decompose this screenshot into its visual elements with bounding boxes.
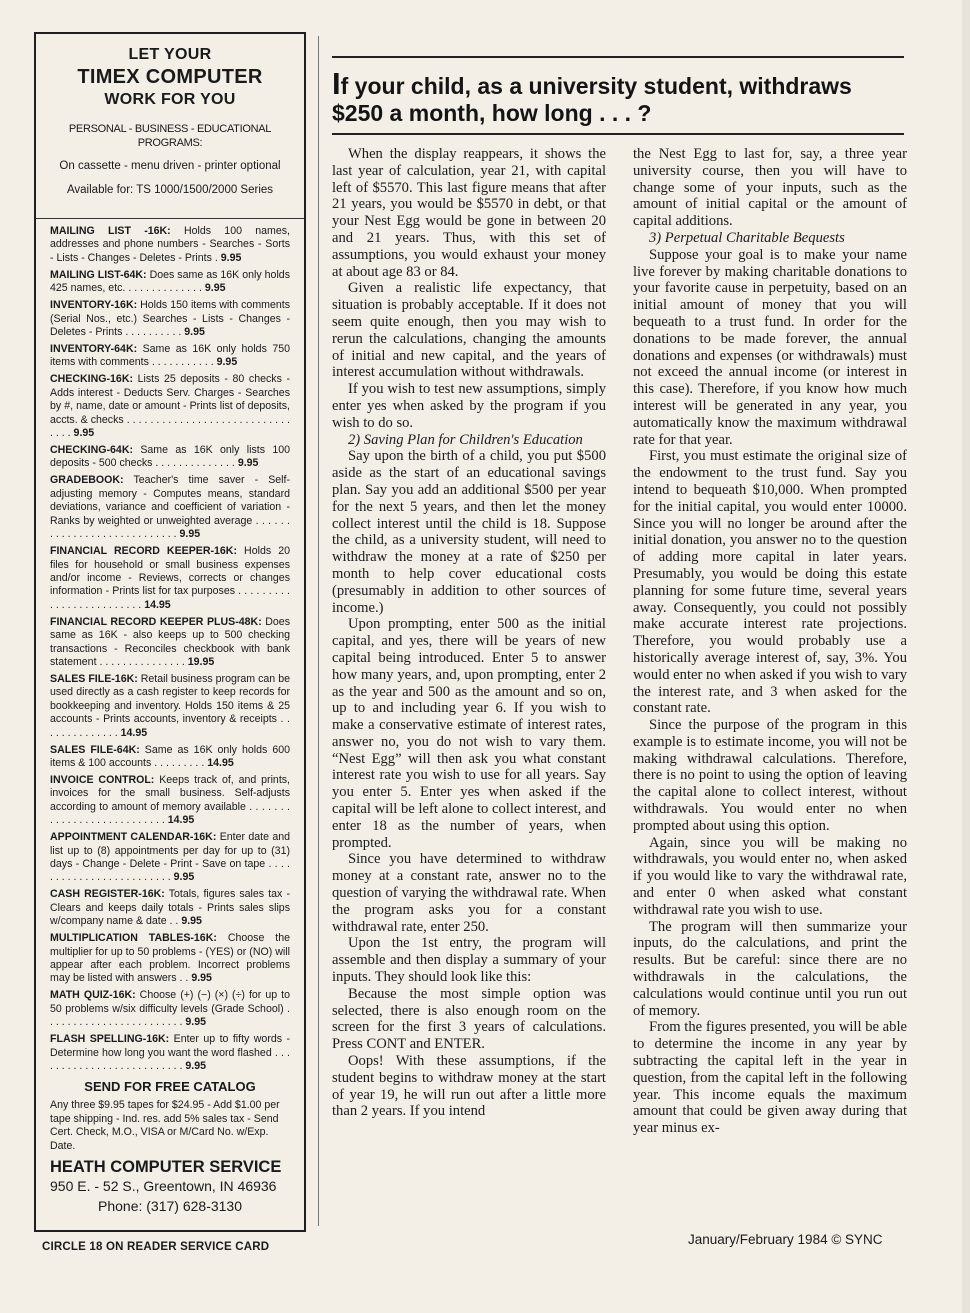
headline-initial: I	[332, 66, 341, 101]
article-paragraph: Suppose your goal is to make your name live forever by making charitable donations to your favorite cause in perpetuity, based on an initial amount of money that you will bequeath to a trust fund. In order for the donations to be made forever, the annual donations and expenses (or withdrawals) must not exceed the annual income (or interest in this case). Therefore, if you know how much interest will be generated in any year, you automatically know the maximum withdrawal rate for that year.	[633, 246, 907, 448]
ad-product-name: CHECKING-16K:	[50, 373, 133, 386]
ad-product-item	[50, 269, 290, 296]
ad-product-name: FLASH SPELLING-16K:	[50, 1033, 170, 1046]
ad-product-name: INVENTORY-16K:	[50, 299, 138, 312]
ad-product-price: 9.95	[181, 915, 202, 928]
page-edge	[962, 0, 970, 1313]
ad-product-name: INVOICE CONTROL:	[50, 773, 155, 786]
ad-product-desc: Does same as 16K - also keeps up to 500 checking transactions - Reconciles checkbook with bank statement . . . . . . . . . . . . . . .	[50, 615, 290, 668]
ad-product-desc: Retail business program can be used directly as a cash register to keep records for bookkeeping and inventory. Holds 150 items & 25 accounts - Prints accounts, inventory & receipts . . . . . . . . . . . . . .	[50, 672, 290, 739]
article-paragraph: Because the most simple option was selected, there is also enough room on the screen for the first 3 years of calculations. Press CONT and ENTER.	[332, 985, 606, 1053]
ad-product-desc: Same as 16K only holds 750 items with comments . . . . . . . . . . .	[50, 343, 290, 369]
ad-product-item	[50, 744, 290, 771]
page-footer: January/February 1984 © SYNC	[688, 1232, 883, 1247]
article-paragraph: Since the purpose of the program in this example is to estimate income, you will not be making withdrawal calculations. Therefore, there is no point to using the option of leaving the capital alone to collect interest, without withdrawals. You would enter no when prompted about using this option.	[633, 717, 907, 834]
ad-product-desc: Same as 16K only holds 600 items & 100 accounts . . . . . . . . .	[50, 743, 290, 769]
ad-product-price: 9.95	[216, 356, 238, 369]
ad-product-name: CHECKING-64K:	[50, 444, 133, 457]
ad-product-price: 9.95	[185, 1016, 207, 1029]
ad-company-name: HEATH COMPUTER SERVICE	[50, 1158, 282, 1177]
ad-product-name: SALES FILE-64K:	[50, 743, 140, 756]
ad-product-item	[50, 673, 290, 740]
ad-product-item	[50, 831, 290, 885]
ad-product-item	[50, 373, 290, 440]
ad-catalog-heading: SEND FOR FREE CATALOG	[84, 1079, 256, 1095]
ad-product-price: 14.95	[120, 726, 148, 739]
article-paragraph: Say upon the birth of a child, you put $500 aside as the start of an educational savings plan. Say you add an additional $500 per year for the next 5 years, and then let the money collect interest until the child is 18. Suppose the child, as a university student, will need to withdraw the money at a rate of $250 per month to help cover educational costs (presumably in addition to other sources of income.)	[332, 448, 606, 616]
ad-product-desc: Lists 25 deposits - 80 checks - Adds interest - Deducts Serv. Charges - Searches by #, name, date or amount - Prints list of deposits, accts. & checks . . . . . . . . . . . . . . . . . . . . . . . . . . . . . . . .	[50, 373, 290, 440]
ad-product-price: 9.95	[173, 871, 195, 884]
ad-product-price: 14.95	[144, 598, 171, 611]
ad-heading-2: TIMEX COMPUTER	[77, 66, 263, 88]
ad-product-name: MAILING LIST-64K:	[50, 268, 147, 281]
ad-phone: Phone: (317) 628-3130	[98, 1198, 242, 1215]
ad-product-name: SALES FILE-16K:	[50, 672, 138, 685]
ad-product-desc: Choose the multiplier for up to 50 problems - (YES) or (NO) will appear after each problem. Incorrect problems may be listed with answers . .	[50, 932, 290, 985]
ad-product-name: FINANCIAL RECORD KEEPER PLUS-48K:	[50, 615, 262, 628]
ad-product-item	[50, 343, 290, 370]
ad-product-item	[50, 225, 290, 265]
article-paragraph: Oops! With these assumptions, if the student begins to withdraw money at the start of year 19, he will run out after a little more than 2 years. If you intend	[332, 1053, 606, 1120]
article-paragraph: When the display reappears, it shows the last year of calculation, year 21, with capital left of $5570. This last figure means that after 21 years, you would be $5570 in debt, or that your Nest Egg would be gone in between 20 and 21 years. Thus, with this set of assumptions, you would exhaust your money at about age 83 or 84.	[332, 146, 606, 280]
ad-product-item	[50, 932, 290, 986]
article-paragraph: If you wish to test new assumptions, simply enter yes when asked by the program if you wish to do so.	[332, 381, 606, 431]
ad-product-desc: Enter up to fifty words - Determine how long you want the word flashed . . . . . . . . . . . . . . . . . . . . . . . . . .	[50, 1033, 290, 1073]
ad-availability: Available for: TS 1000/1500/2000 Series	[66, 184, 274, 196]
headline-text: f your child, as a university student, withdraws $250 a month, how long . . . ?	[332, 73, 852, 126]
reader-service-note: CIRCLE 18 ON READER SERVICE CARD	[42, 1241, 270, 1253]
ad-product-desc: Same as 16K only lists 100 deposits - 500 checks . . . . . . . . . . . . . .	[50, 444, 290, 470]
ad-product-desc: Enter date and list up to (8) appointments per day for up to (31) days - Change - Delete - Print - Save on tape . . . . . . . . . . . . . . . . . . . . . . . . .	[50, 831, 290, 884]
ad-divider	[36, 218, 304, 219]
ad-product-item	[50, 888, 290, 928]
ad-product-desc: Teacher's time saver - Self-adjusting memory - Computes means, standard deviations, variance and coefficient of variation - Ranks by weighted or unweighted average . . . . . . . . . . . . . . . . . . . . . . . . . . . .	[50, 474, 290, 541]
ad-product-name: MULTIPLICATION TABLES-16K:	[50, 932, 217, 945]
column-divider	[318, 36, 319, 1226]
ad-product-desc: Holds 100 names, addresses and phone numbers - Searches - Sorts - Lists - Changes - Deletes - Prints .	[50, 225, 290, 264]
article-paragraph: Given a realistic life expectancy, that situation is probably acceptable. If it does not seem quite enough, then you may wish to rerun the calculations, changing the amounts of initial and new capital, and the years of interest accumulation without withdrawals.	[332, 280, 606, 381]
ad-catalog-text: Any three $9.95 tapes for $24.95 - Add $1.00 per tape shipping - Ind. res. add 5% sales tax - Send Cert. Check, M.O., VISA or M/Card No. w/Exp. Date.	[50, 1099, 280, 1152]
article-paragraph: Since you have determined to withdraw money at a constant rate, answer no to the question of varying the withdrawal rate. When the program asks you for a constant withdrawal rate, enter 250.	[332, 851, 606, 935]
ad-product-price: 19.95	[187, 655, 215, 668]
article-paragraph: Again, since you will be making no withdrawals, you would enter no, when asked if you would like to vary the withdrawal rate, and enter 0 when asked what constant withdrawal rate you wish to use.	[633, 834, 907, 918]
ad-product-price: 9.95	[184, 326, 205, 339]
article-headline	[332, 66, 904, 127]
ad-product-desc: Totals, figures sales tax - Clears and keeps daily totals - Prints sales slips w/company name & date . .	[50, 888, 290, 928]
timex-software-ad	[34, 32, 306, 1232]
article-column-1	[332, 146, 606, 1120]
ad-product-name: INVENTORY-64K:	[50, 343, 138, 356]
article-paragraph: Upon the 1st entry, the program will assemble and then display a summary of your inputs. They should look like this:	[332, 935, 606, 986]
section-subheading: 2) Saving Plan for Children's Education	[348, 431, 583, 448]
article-paragraph: The program will then summarize your inputs, do the calculations, and print the results. But be careful: since there are no withdrawals in the calculations, the calculations would continue until you run out of memory.	[633, 918, 907, 1019]
ad-product-price: 9.95	[237, 457, 259, 470]
ad-product-price: 9.95	[185, 1060, 207, 1073]
ad-product-name: CASH REGISTER-16K:	[50, 888, 165, 901]
ad-product-price: 9.95	[204, 282, 226, 295]
headline-bottom-rule	[332, 133, 904, 135]
ad-product-name: GRADEBOOK:	[50, 474, 124, 487]
ad-product-item	[50, 299, 290, 339]
ad-product-item	[50, 444, 290, 471]
headline-top-rule	[332, 56, 904, 58]
ad-address: 950 E. - 52 S., Greentown, IN 46936	[50, 1178, 277, 1195]
ad-product-name: MAILING LIST -16K:	[50, 225, 171, 237]
ad-product-name: APPOINTMENT CALENDAR-16K:	[50, 831, 217, 844]
ad-product-price: 9.95	[179, 528, 201, 541]
ad-product-desc: Does same as 16K only holds 425 names, etc. . . . . . . . . . . . . .	[50, 268, 290, 295]
ad-product-desc: Choose (+) (−) (×) (÷) for up to 50 problems w/six difficulty levels (Grade School) . . . . . . . . . . . . . . . . . . . . . . . .	[50, 989, 290, 1029]
article-paragraph: From the figures presented, you will be able to determine the income in any year by subtracting the capital left in the year in question, from the capital left in the following year. This income equals the maximum amount that could be given away during that year minus ex-	[633, 1019, 907, 1137]
article-paragraph: the Nest Egg to last for, say, a three year university course, then you will have to change some of your inputs, such as the amount of initial capital or the amount of capital additions.	[633, 146, 907, 230]
ad-product-desc: Keeps track of, and prints, invoices for the small business. Self-adjusts according to amount of memory available . . . . . . . . . . . . . . . . . . . . . . . . . . .	[50, 773, 291, 827]
ad-product-price: 14.95	[167, 814, 195, 827]
ad-heading-1: LET YOUR	[128, 46, 212, 63]
ad-product-item	[50, 474, 290, 541]
ad-product-item	[50, 616, 290, 670]
ad-product-item	[50, 1033, 290, 1073]
ad-product-desc: Holds 150 items with comments (Serial Nos., etc.) Searches - Lists - Changes - Deletes - Prints . . . . . . . . . .	[50, 299, 290, 339]
article-column-2	[633, 146, 907, 1137]
ad-product-price: 9.95	[73, 427, 95, 440]
ad-product-price: 9.95	[191, 972, 212, 985]
ad-product-desc: Holds 20 files for household or small business expenses and/or income - Reviews, corrects or changes information - Prints list for tax purposes . . . . . . . . . . . . . . . . . . . . . . . . .	[50, 545, 290, 611]
ad-heading-3: WORK FOR YOU	[104, 91, 236, 108]
article-paragraph: Upon prompting, enter 500 as the initial capital, and yes, there will be years of new capital being introduced. Enter 5 to answer how many years, and, upon prompting, enter 2 as the year and 500 as the amount and so on, up to and including year 6. If you wish to make a conservative estimate of interest rates, answer no, you do not wish to vary them. “Nest Egg” will then ask you what constant interest rate you wish to use for all years. Say you enter 5. Enter yes when asked if the capital will be left alone to collect interest, and enter 18 as the number of years, when prompted.	[332, 616, 606, 851]
ad-product-item	[50, 774, 290, 828]
ad-program-types: PERSONAL - BUSINESS - EDUCATIONAL PROGRAMS:	[68, 123, 272, 149]
ad-features: On cassette - menu driven - printer optional	[59, 160, 281, 172]
ad-product-price: 14.95	[207, 756, 234, 769]
ad-product-price: 9.95	[220, 251, 242, 264]
ad-product-item	[50, 545, 290, 612]
ad-product-item	[50, 989, 290, 1029]
article-paragraph: First, you must estimate the original size of the endowment to the trust fund. Say you intend to bequeath $10,000. When prompted for the initial capital, you would enter 10000. Since you will no longer be around after the initial donation, you answer no to the question of adding more capital in later years. Presumably, you would be doing this estate planning for some future time, several years away. Consequently, you could not possibly make accurate interest rate projections. Therefore, you would probably use a historically average interest of, say, 3%. You would enter no when asked if you wish to vary the interest rate, and 3 when asked for the constant rate.	[633, 448, 907, 717]
ad-product-name: FINANCIAL RECORD KEEPER-16K:	[50, 545, 237, 558]
ad-product-name: MATH QUIZ-16K:	[50, 989, 136, 1002]
ad-product-list	[50, 225, 290, 1073]
section-subheading: 3) Perpetual Charitable Bequests	[649, 229, 845, 246]
